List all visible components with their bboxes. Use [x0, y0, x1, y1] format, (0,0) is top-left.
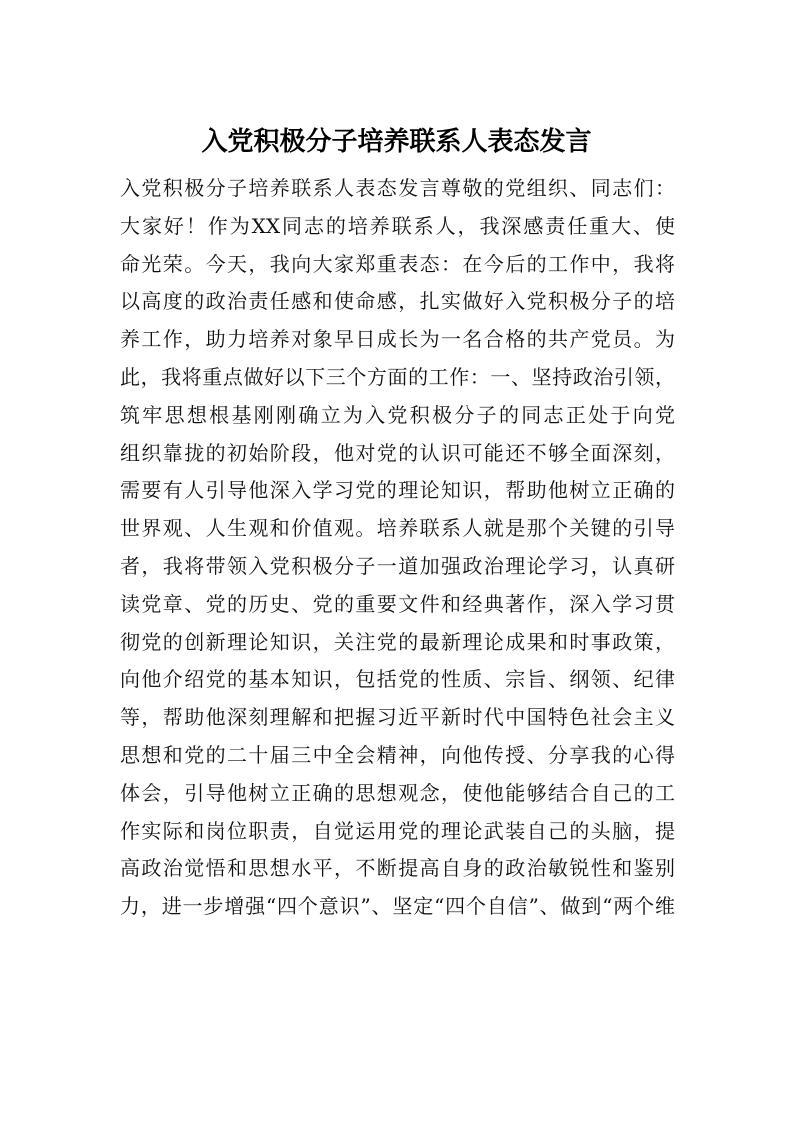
body-line: 以高度的政治责任感和使命感，扎实做好入党积极分子的培: [120, 289, 675, 314]
body-line: 命光荣。今天，我向大家郑重表态：在今后的工作中，我将: [120, 251, 675, 276]
body-line: 作实际和岗位职责，自觉运用党的理论武装自己的头脑，提: [120, 818, 675, 843]
body-line: 体会，引导他树立正确的思想观念，使他能够结合自己的工: [120, 780, 675, 805]
body-line: 入党积极分子培养联系人表态发言尊敬的党组织、同志们：: [120, 176, 675, 200]
body-line: 彻党的创新理论知识，关注党的最新理论成果和时事政策，: [120, 629, 675, 654]
body-line: 养工作，助力培养对象早日成长为一名合格的共产党员。为: [120, 327, 675, 352]
body-line: 等，帮助他深刻理解和把握习近平新时代中国特色社会主义: [120, 705, 675, 730]
body-line: 需要有人引导他深入学习党的理论知识，帮助他树立正确的: [120, 478, 675, 503]
body-line: 者，我将带领入党积极分子一道加强政治理论学习，认真研: [120, 553, 675, 578]
body-line: 组织靠拢的初始阶段，他对党的认识可能还不够全面深刻，: [120, 440, 675, 465]
body-line: 此，我将重点做好以下三个方面的工作：一、坚持政治引领，: [120, 364, 675, 389]
body-line: 大家好！作为XX同志的培养联系人，我深感责任重大、使: [120, 213, 675, 238]
document-title: 入党积极分子培养联系人表态发言: [201, 127, 592, 157]
document-body: [120, 170, 675, 926]
body-line: 向他介绍党的基本知识，包括党的性质、宗旨、纲领、纪律: [120, 667, 675, 692]
body-line: 力，进一步增强“四个意识”、坚定“四个自信”、做到“两个维: [120, 894, 675, 919]
body-line: 思想和党的二十届三中全会精神，向他传授、分享我的心得: [120, 742, 675, 767]
body-line: 筑牢思想根基刚刚确立为入党积极分子的同志正处于向党: [120, 402, 675, 427]
body-line: 读党章、党的历史、党的重要文件和经典著作，深入学习贯: [120, 591, 675, 616]
body-line: 世界观、人生观和价值观。培养联系人就是那个关键的引导: [120, 516, 675, 541]
body-line: 高政治觉悟和思想水平，不断提高自身的政治敏锐性和鉴别: [120, 856, 675, 881]
